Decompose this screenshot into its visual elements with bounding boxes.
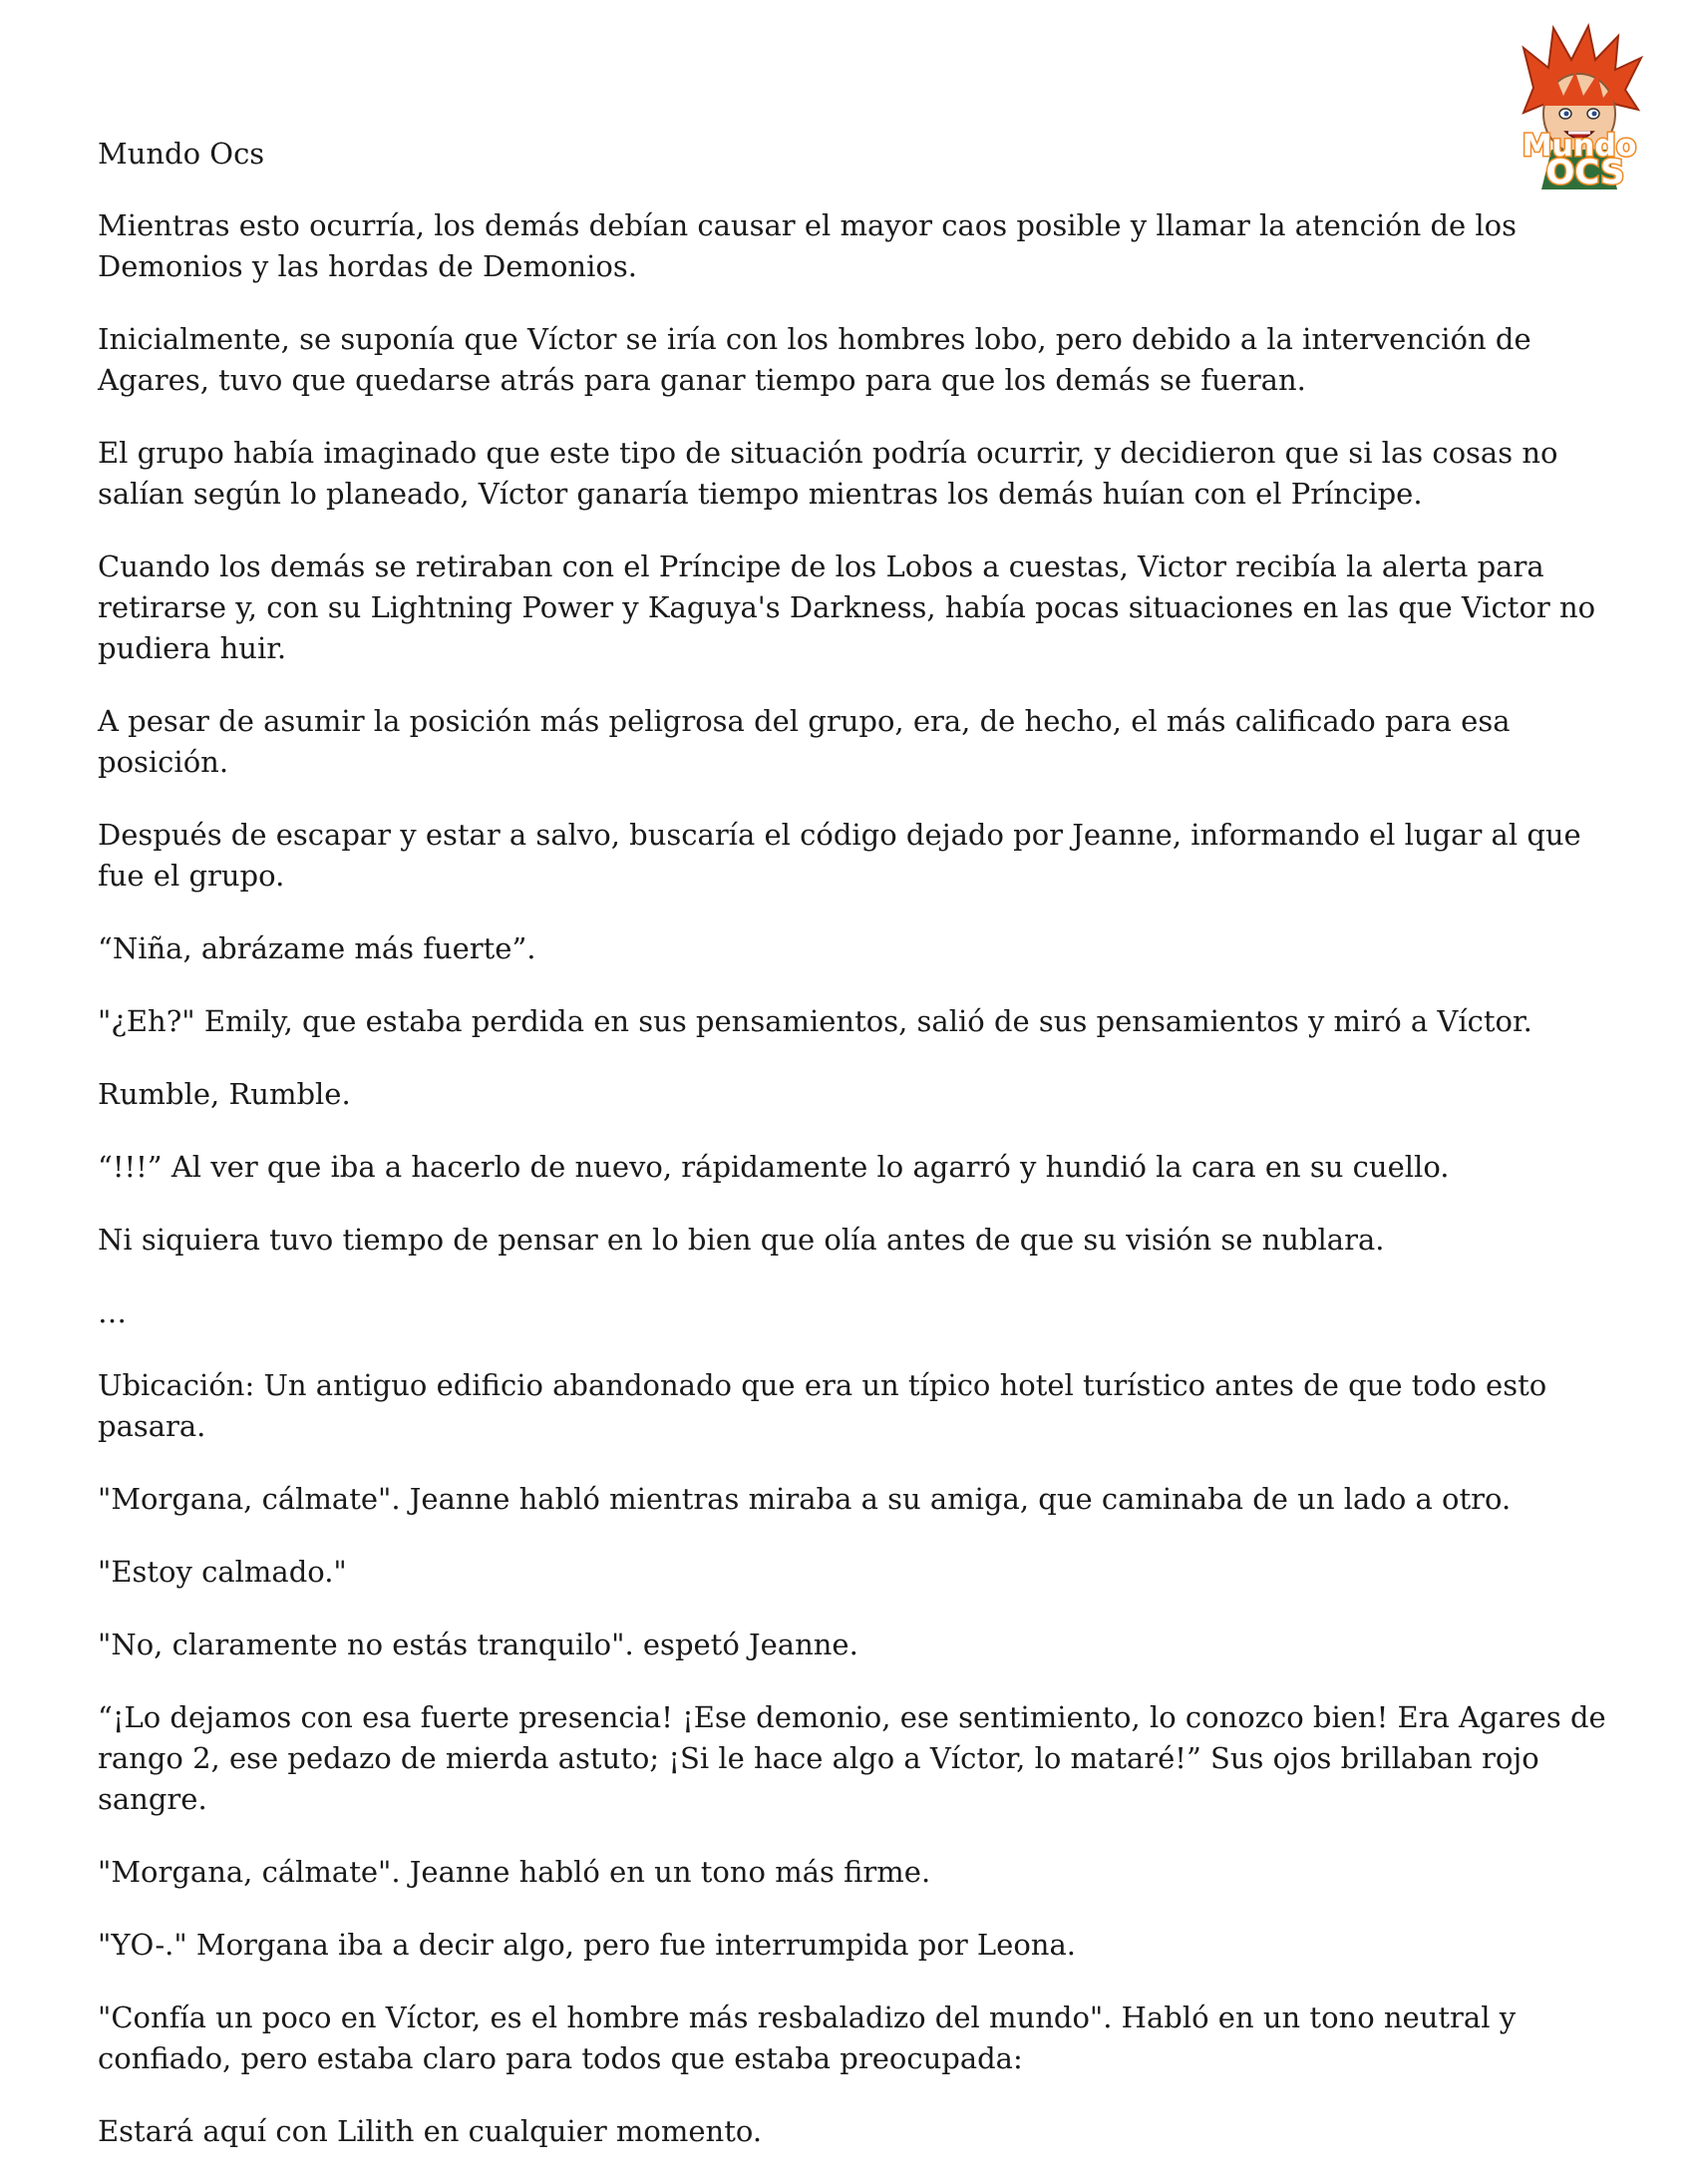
logo-text-line1: Mundo: [1522, 129, 1637, 164]
logo-text-line2: OCS: [1545, 153, 1625, 189]
document-header: Mundo Ocs: [98, 137, 265, 171]
mundo-ocs-logo: [1494, 18, 1665, 189]
paragraph: "Morgana, cálmate". Jeanne habló en un tono más firme.: [98, 1855, 931, 1889]
paragraph: "YO-." Morgana iba a decir algo, pero fue interrumpida por Leona.: [98, 1928, 1076, 1962]
paragraph: Mientras esto ocurría, los demás debían causar el mayor caos posible y llamar la atención de los Demonios y las hordas de Demonios.: [98, 208, 1518, 283]
paragraph: El grupo había imaginado que este tipo de situación podría ocurrir, y decidieron que si las cosas no salían según lo planeado, Víctor ganaría tiempo mientras los demás huían con el Príncipe.: [98, 436, 1558, 511]
scene-break: …: [98, 1295, 127, 1329]
paragraph: Después de escapar y estar a salvo, buscaría el código dejado por Jeanne, informando el lugar al que fue el grupo.: [98, 818, 1581, 893]
mundo-ocs-logo-icon: [1494, 18, 1665, 189]
paragraph: "Estoy calmado.": [98, 1555, 347, 1589]
paragraph: A pesar de asumir la posición más peligrosa del grupo, era, de hecho, el más calificado para esa posición.: [98, 704, 1511, 779]
paragraph: Rumble, Rumble.: [98, 1077, 351, 1111]
paragraph: "No, claramente no estás tranquilo". espetó Jeanne.: [98, 1628, 858, 1661]
paragraph: "¿Eh?" Emily, que estaba perdida en sus pensamientos, salió de sus pensamientos y miró a Víctor.: [98, 1004, 1532, 1038]
paragraph: “¡Lo dejamos con esa fuerte presencia! ¡Ese demonio, ese sentimiento, lo conozco bien! Era Agares de rango 2, ese pedazo de mierda astuto; ¡Si le hace algo a Víctor, lo mataré!” Sus ojos brillaban rojo sangre.: [98, 1700, 1606, 1816]
paragraph: “!!!” Al ver que iba a hacerlo de nuevo, rápidamente lo agarró y hundió la cara en su cuello.: [98, 1150, 1450, 1184]
paragraph: Cuando los demás se retiraban con el Príncipe de los Lobos a cuestas, Victor recibía la alerta para retirarse y, con su Lightning Power y Kaguya's Darkness, había pocas situaciones en las que Victor no pudiera huir.: [98, 549, 1596, 665]
paragraph: "Morgana, cálmate". Jeanne habló mientras miraba a su amiga, que caminaba de un lado a otro.: [98, 1482, 1512, 1516]
paragraph: Inicialmente, se suponía que Víctor se iría con los hombres lobo, pero debido a la intervención de Agares, tuvo que quedarse atrás para ganar tiempo para que los demás se fueran.: [98, 322, 1531, 397]
paragraph: Ubicación: Un antiguo edificio abandonado que era un típico hotel turístico antes de que todo esto pasara.: [98, 1368, 1547, 1443]
paragraph: Estará aquí con Lilith en cualquier momento.: [98, 2114, 763, 2148]
document-body: [98, 205, 1633, 2184]
paragraph: "Confía un poco en Víctor, es el hombre más resbaladizo del mundo". Habló en un tono neutral y confiado, pero estaba claro para todos que estaba preocupada:: [98, 2001, 1517, 2075]
paragraph: Ni siquiera tuvo tiempo de pensar en lo bien que olía antes de que su visión se nublara.: [98, 1223, 1385, 1257]
paragraph: “Niña, abrázame más fuerte”.: [98, 931, 536, 965]
